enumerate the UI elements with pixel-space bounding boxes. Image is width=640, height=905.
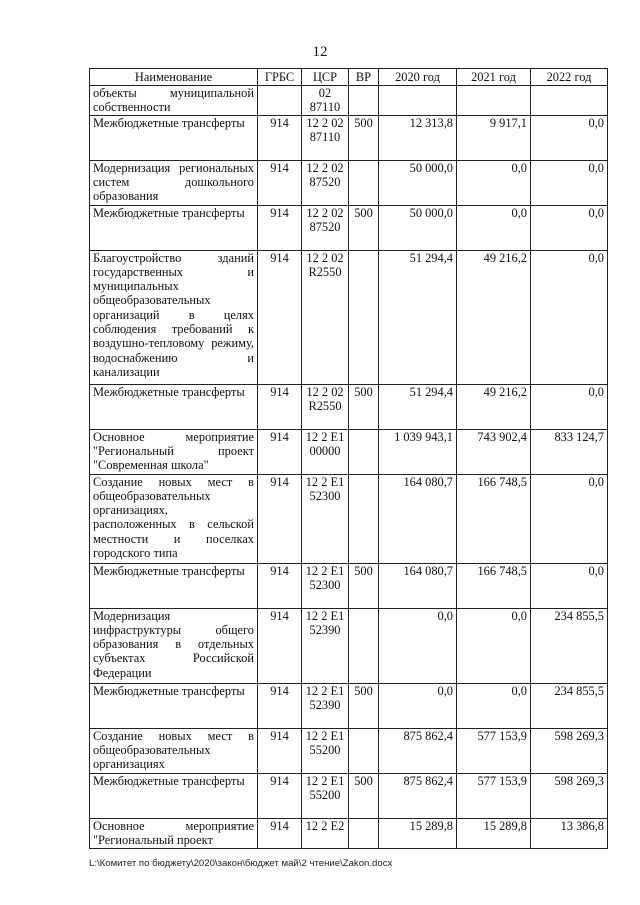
table-row (90, 608, 608, 683)
row-2022: 0,0 (531, 115, 608, 160)
row-2022: 598 269,3 (531, 773, 608, 818)
row-grbs: 914 (258, 429, 302, 474)
row-2020: 1 039 943,1 (379, 429, 457, 474)
row-2021: 9 917,1 (457, 115, 531, 160)
row-2021: 743 902,4 (457, 429, 531, 474)
row-name: Межбюджетные трансферты (90, 563, 258, 608)
row-csr: 12 2 E1 00000 (302, 429, 349, 474)
row-csr: 12 2 E1 52390 (302, 608, 349, 683)
row-2021: 49 216,2 (457, 384, 531, 429)
header-grbs: ГРБС (258, 69, 302, 86)
row-2022: 0,0 (531, 205, 608, 250)
row-2021: 577 153,9 (457, 773, 531, 818)
row-2020: 875 862,4 (379, 773, 457, 818)
header-2022: 2022 год (531, 69, 608, 86)
row-name: Основное мероприятие "Региональный проект (90, 818, 258, 848)
row-vr (349, 474, 379, 563)
row-csr: 12 2 E2 (302, 818, 349, 848)
row-2021: 0,0 (457, 608, 531, 683)
row-2021: 49 216,2 (457, 250, 531, 384)
row-2020: 51 294,4 (379, 384, 457, 429)
row-2020: 15 289,8 (379, 818, 457, 848)
row-grbs: 914 (258, 474, 302, 563)
row-name: Благоустройство зданий государственных и муниципальных общеобразовательных организаций в целях соблюдения требований к воздушно-тепловому режиму, водоснабжению и канализации (90, 250, 258, 384)
header-row (90, 69, 608, 86)
row-grbs: 914 (258, 384, 302, 429)
row-2021: 166 748,5 (457, 474, 531, 563)
row-2022: 0,0 (531, 563, 608, 608)
row-name: Основное мероприятие "Региональный проект "Современная школа" (90, 429, 258, 474)
row-vr: 500 (349, 384, 379, 429)
row-vr: 500 (349, 773, 379, 818)
row-vr (349, 818, 379, 848)
row-2022: 833 124,7 (531, 429, 608, 474)
table-row (90, 86, 608, 116)
row-2020: 0,0 (379, 683, 457, 728)
row-vr (349, 86, 379, 116)
header-csr: ЦСР (302, 69, 349, 86)
header-name: Наименование (90, 69, 258, 86)
table-row (90, 429, 608, 474)
row-2020: 164 080,7 (379, 474, 457, 563)
row-csr: 12 2 E1 55200 (302, 773, 349, 818)
row-2021: 0,0 (457, 683, 531, 728)
row-name: Создание новых мест в общеобразовательных организациях, расположенных в сельской местности и поселках городского типа (90, 474, 258, 563)
table-row (90, 115, 608, 160)
row-2020: 51 294,4 (379, 250, 457, 384)
row-2021 (457, 86, 531, 116)
row-2020: 875 862,4 (379, 728, 457, 773)
row-name: Межбюджетные трансферты (90, 384, 258, 429)
row-grbs: 914 (258, 683, 302, 728)
row-vr: 500 (349, 563, 379, 608)
row-grbs (258, 86, 302, 116)
row-csr: 12 2 E1 52300 (302, 474, 349, 563)
row-2021: 15 289,8 (457, 818, 531, 848)
row-vr: 500 (349, 683, 379, 728)
table-row (90, 773, 608, 818)
row-grbs: 914 (258, 115, 302, 160)
header-vr: ВР (349, 69, 379, 86)
table-row (90, 818, 608, 848)
row-2020: 164 080,7 (379, 563, 457, 608)
row-2020: 50 000,0 (379, 205, 457, 250)
row-csr: 12 2 02 87520 (302, 205, 349, 250)
row-name: Межбюджетные трансферты (90, 773, 258, 818)
row-2022: 0,0 (531, 474, 608, 563)
table-row (90, 563, 608, 608)
row-2020: 50 000,0 (379, 160, 457, 205)
row-grbs: 914 (258, 818, 302, 848)
row-name: Модернизация региональных систем дошкольного образования (90, 160, 258, 205)
row-vr (349, 160, 379, 205)
row-vr: 500 (349, 115, 379, 160)
row-vr: 500 (349, 205, 379, 250)
header-2021: 2021 год (457, 69, 531, 86)
row-vr (349, 608, 379, 683)
row-csr: 12 2 E1 52390 (302, 683, 349, 728)
table-row (90, 160, 608, 205)
row-name: Модернизация инфраструктуры общего образования в отдельных субъектах Российской Федерации (90, 608, 258, 683)
row-grbs: 914 (258, 728, 302, 773)
row-name: Межбюджетные трансферты (90, 683, 258, 728)
file-path-footer: L:\Комитет по бюджету\2020\закон\бюджет май\2 чтение\Zakon.docx (89, 858, 393, 869)
row-vr (349, 250, 379, 384)
row-name: Межбюджетные трансферты (90, 205, 258, 250)
table-row (90, 474, 608, 563)
table-row (90, 728, 608, 773)
row-name: объекты муниципальной собственности (90, 86, 258, 116)
table-row (90, 205, 608, 250)
row-2020: 12 313,8 (379, 115, 457, 160)
page-number: 12 (312, 44, 328, 60)
header-2020: 2020 год (379, 69, 457, 86)
row-2020: 0,0 (379, 608, 457, 683)
row-2021: 0,0 (457, 205, 531, 250)
row-2022: 234 855,5 (531, 608, 608, 683)
row-2022: 0,0 (531, 384, 608, 429)
budget-table (89, 68, 608, 849)
row-csr: 12 2 02 R2550 (302, 384, 349, 429)
row-grbs: 914 (258, 563, 302, 608)
row-csr: 12 2 E1 55200 (302, 728, 349, 773)
row-grbs: 914 (258, 608, 302, 683)
row-2022 (531, 86, 608, 116)
row-grbs: 914 (258, 205, 302, 250)
row-vr (349, 728, 379, 773)
table-row (90, 384, 608, 429)
row-csr: 02 87110 (302, 86, 349, 116)
row-2022: 598 269,3 (531, 728, 608, 773)
row-2022: 0,0 (531, 160, 608, 205)
row-grbs: 914 (258, 773, 302, 818)
row-2021: 166 748,5 (457, 563, 531, 608)
row-2021: 577 153,9 (457, 728, 531, 773)
row-grbs: 914 (258, 250, 302, 384)
row-csr: 12 2 02 R2550 (302, 250, 349, 384)
row-grbs: 914 (258, 160, 302, 205)
table-row (90, 250, 608, 384)
row-csr: 12 2 E1 52300 (302, 563, 349, 608)
row-2021: 0,0 (457, 160, 531, 205)
row-2022: 0,0 (531, 250, 608, 384)
row-2022: 13 386,8 (531, 818, 608, 848)
row-name: Межбюджетные трансферты (90, 115, 258, 160)
row-csr: 12 2 02 87110 (302, 115, 349, 160)
row-vr (349, 429, 379, 474)
row-2020 (379, 86, 457, 116)
table-row (90, 683, 608, 728)
row-name: Создание новых мест в общеобразовательных организациях (90, 728, 258, 773)
row-2022: 234 855,5 (531, 683, 608, 728)
row-csr: 12 2 02 87520 (302, 160, 349, 205)
